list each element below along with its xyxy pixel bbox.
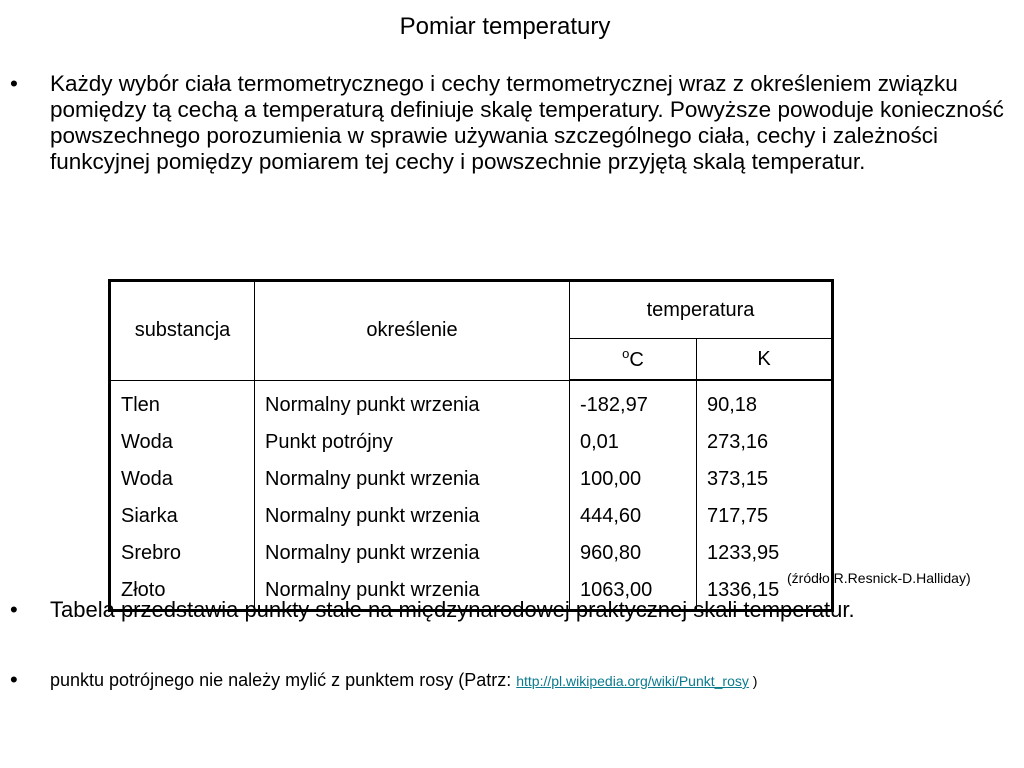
bullet-table-description	[10, 597, 1015, 623]
kelvin-cell: 373,15	[707, 468, 769, 490]
substance-cell: Srebro	[121, 541, 182, 564]
definition-cell: Punkt potrójny	[265, 430, 393, 453]
column-substance	[110, 380, 255, 611]
definition-cell: Normalny punkt wrzenia	[265, 504, 480, 527]
bullet-dot: •	[10, 597, 18, 622]
celsius-cell: 444,60	[580, 505, 642, 527]
bullet-dot: •	[10, 667, 18, 692]
header-temperature: temperatura	[570, 281, 833, 339]
celsius-cell: -182,97	[580, 394, 648, 416]
substance-cell: Woda	[121, 430, 173, 453]
degree-sup: o	[622, 346, 630, 361]
header-definition: określenie	[255, 281, 570, 381]
substance-cell: Woda	[121, 467, 173, 490]
bullet-intro-text: Każdy wybór ciała termometrycznego i cechy termometrycznej wraz z określeniem związku pomiędzy tą cechą a temperaturą definiuje skalę temperatury. Powyższe powoduje konieczność powszechnego porozumienia w sprawie używania szczególnego ciała, cechy i zależności funkcyjnej pomiędzy pomiarem tej cechy i powszechnie przyjętą skalą temperatur.	[50, 71, 1004, 174]
slide-title: Pomiar temperatury	[399, 13, 611, 40]
header-kelvin: K	[697, 339, 833, 381]
table-body-row	[110, 380, 833, 611]
fixed-points-table	[108, 279, 834, 612]
kelvin-cell: 717,75	[707, 505, 769, 527]
kelvin-cell: 1233,95	[707, 542, 780, 564]
celsius-cell: 1063,00	[580, 579, 653, 601]
kelvin-cell: 1336,15	[707, 579, 780, 601]
column-definition	[255, 380, 570, 611]
kelvin-cell: 90,18	[707, 394, 758, 416]
dew-point-note: punktu potrójnego nie należy mylić z punktem rosy (Patrz:	[50, 670, 517, 690]
bullet-intro	[10, 71, 1015, 175]
celsius-cell: 960,80	[580, 542, 642, 564]
substance-cell: Złoto	[121, 578, 166, 601]
column-celsius	[570, 380, 697, 611]
bullet-dew-point-text	[50, 668, 1015, 693]
substance-cell: Tlen	[121, 393, 160, 416]
bullet-dew-point	[10, 668, 1015, 693]
definition-cell: Normalny punkt wrzenia	[265, 578, 480, 601]
header-celsius	[570, 339, 697, 381]
celsius-cell: 100,00	[580, 468, 642, 490]
definition-cell: Normalny punkt wrzenia	[265, 467, 480, 490]
bullet-table-description-text: Tabela przedstawia punkty stałe na międzynarodowej praktycznej skali temperatur.	[50, 597, 855, 622]
bullet-dot: •	[10, 71, 18, 96]
source-note: (źródło R.Resnick-D.Halliday)	[787, 570, 971, 586]
substance-cell: Siarka	[121, 504, 178, 527]
celsius-cell: 0,01	[580, 431, 619, 453]
closing-paren: )	[748, 673, 758, 689]
wikipedia-link[interactable]: http://pl.wikipedia.org/wiki/Punkt_rosy	[516, 673, 749, 689]
definition-cell: Normalny punkt wrzenia	[265, 393, 480, 416]
celsius-label: C	[629, 349, 644, 371]
header-substance: substancja	[110, 281, 255, 381]
definition-cell: Normalny punkt wrzenia	[265, 541, 480, 564]
kelvin-cell: 273,16	[707, 431, 769, 453]
